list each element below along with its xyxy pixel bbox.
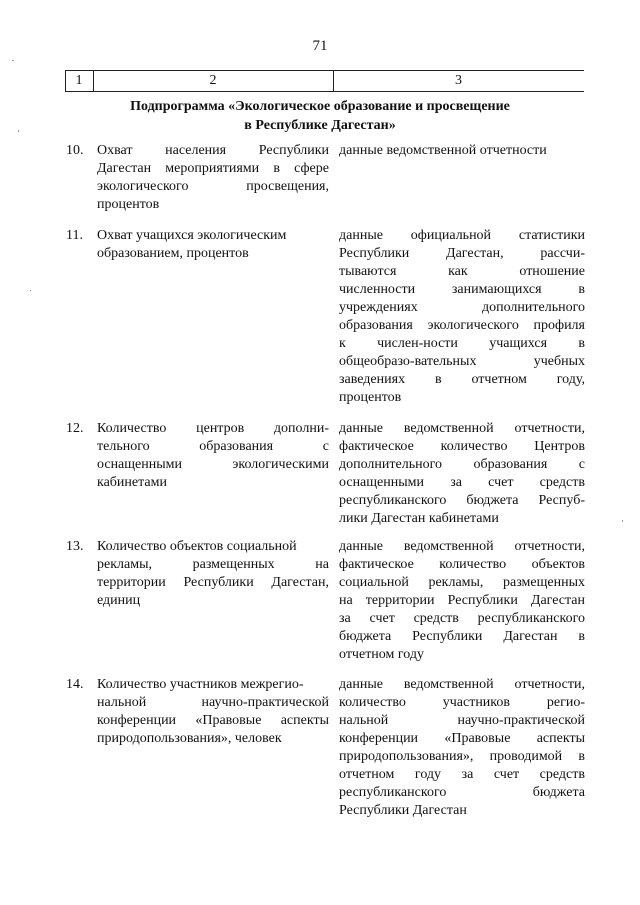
text-line: рекламы, размещенных на bbox=[97, 557, 329, 572]
indicator-text bbox=[97, 676, 329, 748]
text-line: оснащенными за счет средств bbox=[339, 475, 585, 490]
source-text bbox=[339, 420, 585, 528]
text-line: социальной рекламы, размещенных bbox=[339, 575, 585, 590]
text-line: заведениях в отчетном году, bbox=[339, 372, 585, 387]
text-line: тываются как отношение bbox=[339, 264, 585, 279]
text-line: республиканского бюджета Респуб- bbox=[339, 493, 585, 508]
source-text bbox=[339, 676, 585, 820]
table-header bbox=[65, 70, 584, 92]
text-line: процентов bbox=[339, 390, 402, 405]
table-header-col2: 2 bbox=[209, 73, 217, 88]
text-line: Республики Дагестан bbox=[339, 803, 467, 818]
text-line: общеобразо-вательных учебных bbox=[339, 354, 585, 369]
text-line: данные ведомственной отчетности, bbox=[339, 677, 585, 692]
text-line: процентов bbox=[97, 197, 160, 212]
table-header-col3: 3 bbox=[455, 73, 462, 88]
text-line: образованием, процентов bbox=[97, 246, 249, 261]
text-line: образования экологического профиля bbox=[339, 318, 585, 333]
text-line: отчетном году за счет средств bbox=[339, 767, 585, 782]
source-text bbox=[339, 227, 585, 407]
text-line: территории Республики Дагестан, bbox=[97, 575, 329, 590]
row-number: 11. bbox=[66, 228, 83, 243]
text-line: Республики Дагестан, рассчи- bbox=[339, 246, 585, 261]
row-number: 12. bbox=[66, 421, 84, 436]
text-line: Количество объектов социальной bbox=[97, 539, 297, 554]
text-line: экологического просвещения, bbox=[97, 179, 329, 194]
scan-speck bbox=[30, 290, 31, 291]
text-line: данные официальной статистики bbox=[339, 228, 585, 243]
text-line: данные ведомственной отчетности, bbox=[339, 539, 585, 554]
scan-speck bbox=[18, 130, 19, 132]
subprogram-heading bbox=[70, 97, 570, 135]
text-line: природопользования», человек bbox=[97, 731, 282, 746]
text-line: количество участников регио- bbox=[339, 695, 585, 710]
scan-speck bbox=[12, 60, 14, 61]
indicator-text bbox=[97, 420, 329, 492]
source-text bbox=[339, 142, 585, 160]
text-line: фактическое количество Центров bbox=[339, 439, 585, 454]
text-line: дополнительного образования с bbox=[339, 457, 585, 472]
text-line: оснащенными экологическими bbox=[97, 457, 329, 472]
subprogram-heading-line1: Подпрограмма «Экологическое образование и просвещение bbox=[130, 99, 510, 114]
scan-speck bbox=[622, 520, 623, 522]
text-line: данные ведомственной отчетности, bbox=[339, 421, 585, 436]
indicator-text bbox=[97, 142, 329, 214]
row-number: 14. bbox=[66, 677, 84, 692]
text-line: единиц bbox=[97, 593, 141, 608]
text-line: нальной научно-практической bbox=[97, 695, 329, 710]
text-line: конференции «Правовые аспекты bbox=[339, 731, 585, 746]
source-text bbox=[339, 538, 585, 664]
text-line: Охват населения Республики bbox=[97, 143, 329, 158]
text-line: Дагестан мероприятиями в сфере bbox=[97, 161, 329, 176]
text-line: на территории Республики Дагестан bbox=[339, 593, 585, 608]
table-header-col1: 1 bbox=[75, 73, 83, 88]
text-line: Охват учащихся экологическим bbox=[97, 228, 287, 243]
text-line: нальной научно-практической bbox=[339, 713, 585, 728]
text-line: за счет средств республиканского bbox=[339, 611, 585, 626]
text-line: конференции «Правовые аспекты bbox=[97, 713, 329, 728]
text-line: бюджета Республики Дагестан в bbox=[339, 629, 585, 644]
subprogram-heading-line2: в Республике Дагестан» bbox=[244, 118, 396, 133]
row-number: 13. bbox=[66, 539, 84, 554]
page-number: 71 bbox=[312, 38, 328, 54]
indicator-text bbox=[97, 538, 329, 610]
text-line: республиканского бюджета bbox=[339, 785, 585, 800]
text-line: кабинетами bbox=[97, 475, 167, 490]
text-line: фактическое количество объектов bbox=[339, 557, 585, 572]
row-number: 10. bbox=[66, 143, 84, 158]
text-line: к числен-ности учащихся в bbox=[339, 336, 585, 351]
text-line: Количество центров дополни- bbox=[97, 421, 329, 436]
text-line: лики Дагестан кабинетами bbox=[339, 511, 499, 526]
text-line: данные ведомственной отчетности bbox=[339, 143, 547, 158]
text-line: природопользования», проводимой в bbox=[339, 749, 585, 764]
text-line: отчетном году bbox=[339, 647, 425, 662]
text-line: учреждениях дополнительного bbox=[339, 300, 585, 315]
text-line: тельного образования с bbox=[97, 439, 329, 454]
text-line: Количество участников межрегио- bbox=[97, 677, 304, 692]
text-line: численности занимающихся в bbox=[339, 282, 585, 297]
indicator-text bbox=[97, 227, 329, 263]
